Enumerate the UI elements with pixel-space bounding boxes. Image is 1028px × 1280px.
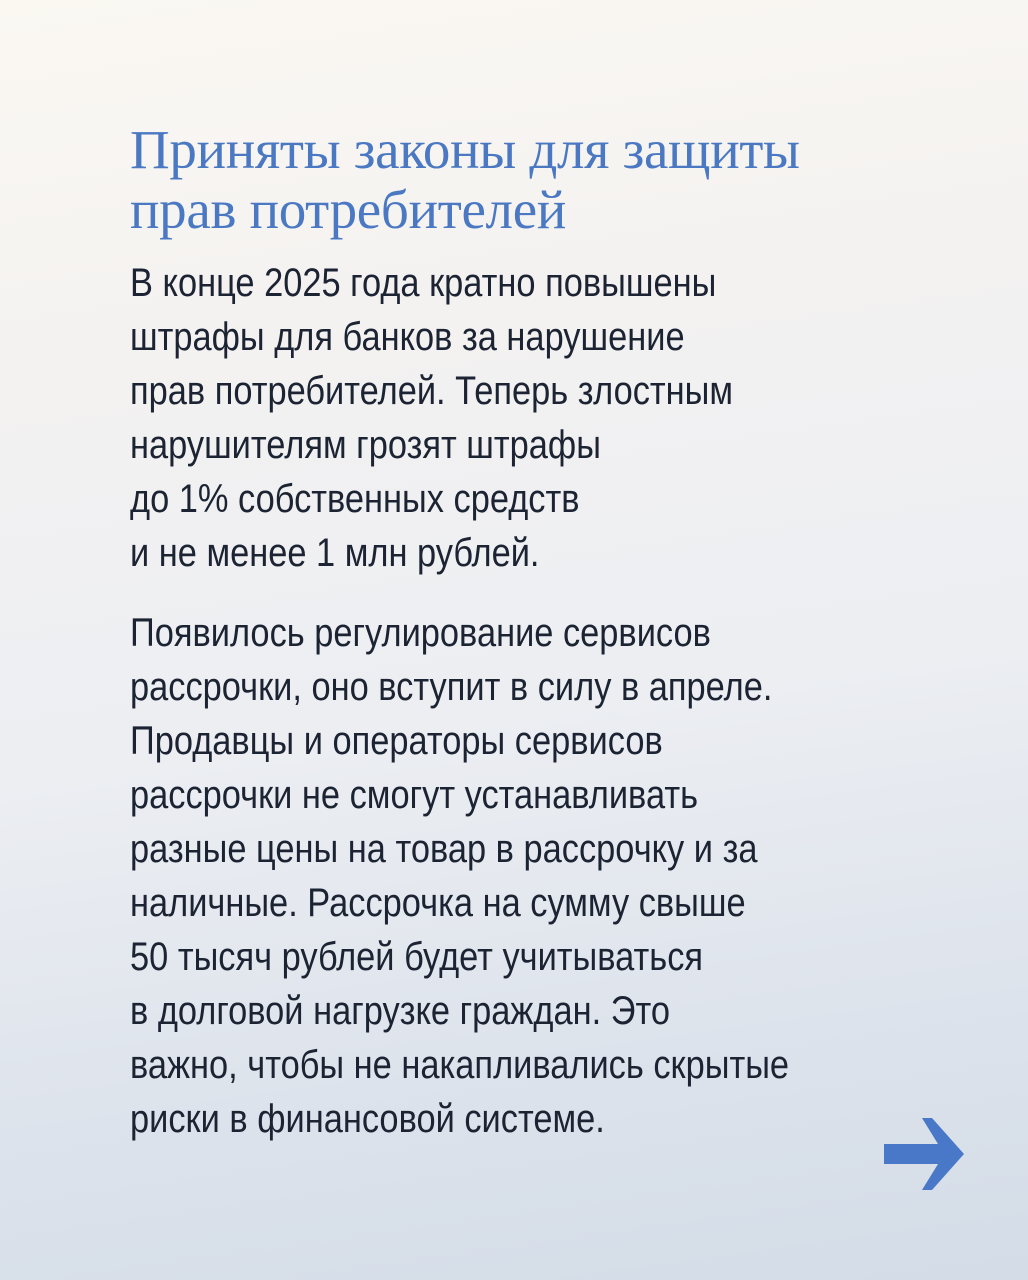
title-line: прав потребителей xyxy=(130,179,566,240)
text-line: Продавцы и операторы сервисов xyxy=(130,719,663,763)
text-line: в долговой нагрузке граждан. Это xyxy=(130,989,670,1033)
paragraph-fines xyxy=(130,256,990,580)
text-line: риски в финансовой системе. xyxy=(130,1097,605,1141)
text-line: наличные. Рассрочка на сумму свыше xyxy=(130,881,746,925)
slide-title xyxy=(130,120,990,240)
next-slide-button[interactable] xyxy=(882,1112,966,1196)
text-line: важно, чтобы не накапливались скрытые xyxy=(130,1043,790,1087)
paragraph-installments xyxy=(130,606,990,1146)
text-line: прав потребителей. Теперь злостным xyxy=(130,369,734,413)
arrow-right-icon xyxy=(882,1112,966,1196)
text-line: Появилось регулирование сервисов xyxy=(130,611,711,655)
title-line: Приняты законы для защиты xyxy=(130,119,800,180)
text-line: В конце 2025 года кратно повышены xyxy=(130,261,717,305)
text-line: рассрочки не смогут устанавливать xyxy=(130,773,699,817)
text-line: 50 тысяч рублей будет учитываться xyxy=(130,935,704,979)
text-line: штрафы для банков за нарушение xyxy=(130,315,685,359)
text-line: рассрочки, оно вступит в силу в апреле. xyxy=(130,665,773,709)
text-line: нарушителям грозят штрафы xyxy=(130,423,601,467)
text-line: разные цены на товар в рассрочку и за xyxy=(130,827,758,871)
text-line: до 1% собственных средств xyxy=(130,477,580,521)
slide-content xyxy=(130,120,990,1146)
text-line: и не менее 1 млн рублей. xyxy=(130,531,540,575)
